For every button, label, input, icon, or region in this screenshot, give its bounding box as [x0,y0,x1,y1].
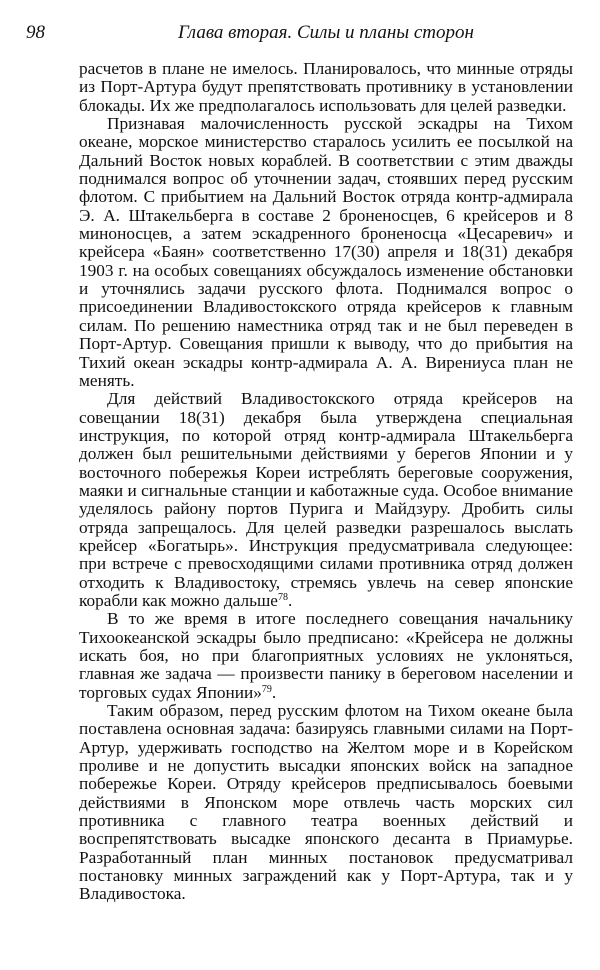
paragraph-2 [79,115,573,390]
paragraph-text: Признавая малочисленность русской эскадры на Тихом океане, морское министерство старалось усилить ее посылкой на Дальний Восток новых кораблей. В соответствии с этим дважды поднимался вопрос об уточнении задач, стоявших перед русским флотом. С прибытием на Дальний Восток отряда контр-адмирала Э. А. Штакельберга в составе 2 броненосцев, 6 крейсеров и 8 миноносцев, а затем эскадренного броненосца «Цесаревич» и крейсера «Баян» соответственно 17(30) апреля и 18(31) декабря 1903 г. на особых совещаниях обсуждалось изменение обстановки и уточнялись задачи русского флота. Поднимался вопрос о присоединении Владивостокского отряда крейсеров к главным силам. По решению наместника отряд так и не был переведен в Порт-Артур. Совещания пришли к выводу, что до прибытия на Тихий океан эскадры контр-адмирала А. А. Вирениуса план не менять. [79,114,573,390]
paragraph-text: Для действий Владивостокского отряда крейсеров на совещании 18(31) декабря была утверждена специальная инструкция, по которой отряд контр-адмирала Штакельберга должен был решительными действиями у берегов Японии и у восточного побережья Кореи истреблять береговые сооружения, маяки и сигнальные станции и каботажные суда. Особое внимание уделялось району портов Пурига и Майдзуру. Дробить силы отряда запрещалось. Для целей разведки разрешалось выслать крейсер «Богатырь». Инструкция предусматривала следующее: при встрече с превосходящими силами противника отряд должен отходить к Владивостоку, стремясь увлечь на север японские корабли как можно дальше [79,389,573,610]
running-title: Глава вторая. Силы и планы сторон [178,22,474,43]
page-number: 98 [26,22,45,43]
page-header [26,20,570,46]
footnote-ref-79: 79 [261,683,272,695]
paragraph-text: Таким образом, перед русским флотом на Тихом океане была поставлена основная задача: базируясь главными силами на Порт-Артур, удерживать господство на Желтом море и в Корейском проливе и не допустить высадки японских войск на западное побережье Кореи. Отряду крейсеров предписывалось боевыми действиями в Японском море отвлечь часть морских сил противника с главного театра военных действий и воспрепятствовать высадке японского десанта в Приамурье. Разработанный план минных постановок предусматривал постановку минных заграждений как у Порт-Артура, так и у Владивостока. [79,701,573,904]
paragraph-4: В то же время в итоге последнего совещания начальнику Тихоокеанской эскадры было предписано: «Крейсера не должны искать боя, но при благоприятных условиях не уклоняться, главная же задача — произвести панику в береговом населении и торговых судах Японии»$^{79}$. [79,609,573,702]
paragraph-1 [79,60,573,115]
paragraph-3: Для действий Владивостокского отряда крейсеров на совещании 18(31) декабря была утверждена специальная инструкция, по которой отряд контр-адмирала Штакельберга должен был решительными действиями у берегов Японии и у восточного побережья Кореи истреблять береговые сооружения, маяки и сигнальные станции и каботажные суда. Особое внимание уделялось району портов Пурига и Майдзуру. Дробить силы отряда запрещалось. Для целей разведки разрешалось выслать крейсер «Богатырь». Инструкция предусматривала следующее: при встрече с превосходящими силами противника отряд должен отходить к Владивостоку, стремясь увлечь на север японские корабли как можно дальше$^{78}$. [79,389,573,610]
body-text [79,60,573,904]
footnote-ref-78: 78 [277,591,288,603]
paragraph-5 [79,702,573,904]
paragraph-text: В то же время в итоге последнего совещания начальнику Тихоокеанской эскадры было предписано: «Крейсера не должны искать боя, но при благоприятных условиях не уклоняться, главная же задача — произвести панику в береговом населении и торговых судах Японии» [79,609,573,702]
paragraph-text: расчетов в плане не имелось. Планировалось, что минные отряды из Порт-Артура будут препятствовать противнику в установлении блокады. Их же предполагалось использовать для целей разведки. [79,59,573,115]
